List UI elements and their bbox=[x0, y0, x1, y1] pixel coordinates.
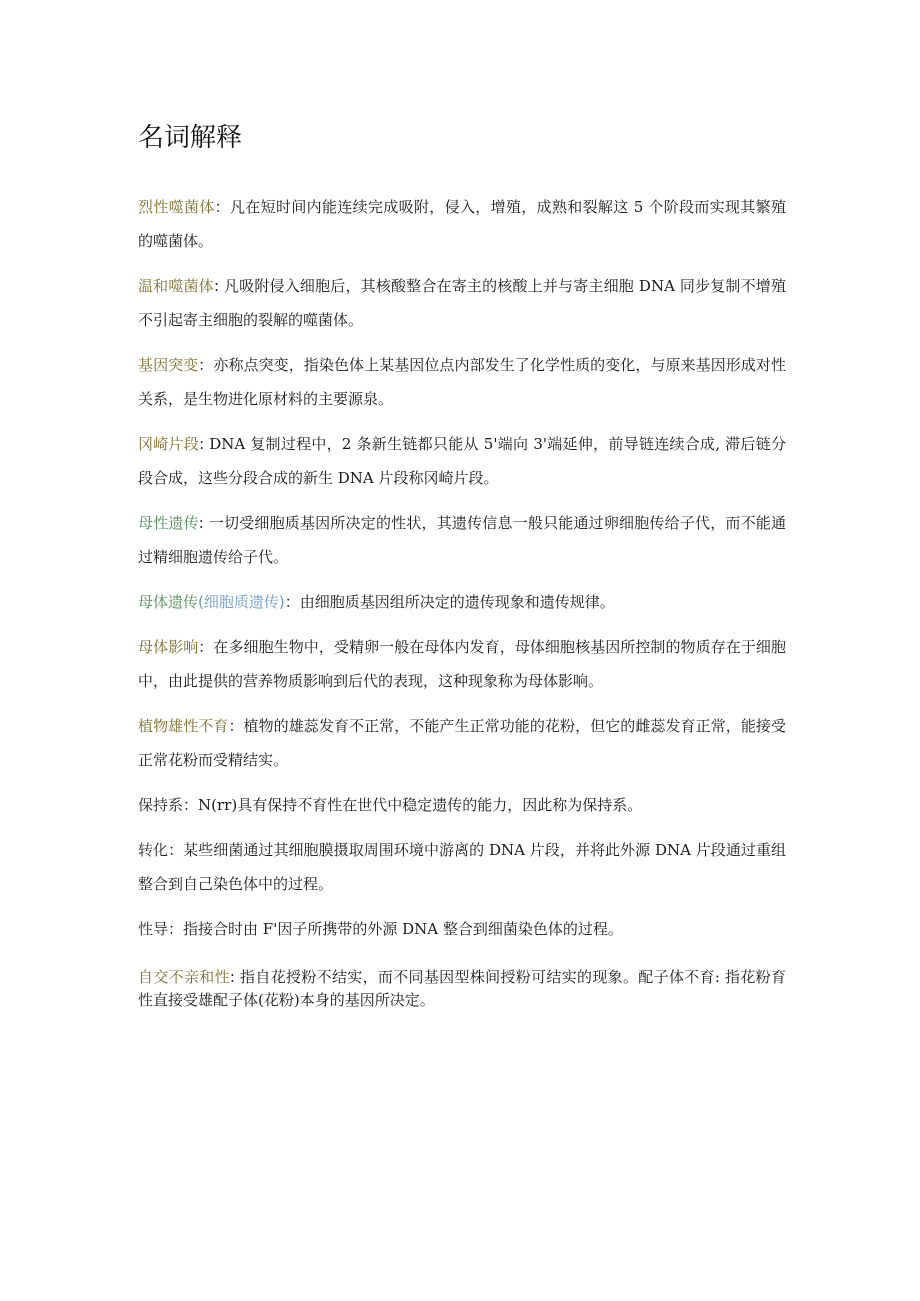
term-label: 冈崎片段 bbox=[138, 435, 200, 453]
term-separator: ： bbox=[198, 638, 214, 656]
page-title: 名词解释 bbox=[138, 123, 243, 153]
term-separator: ： bbox=[168, 841, 184, 859]
term-definition: 指自花授粉不结实，而不同基因型株间授粉可结实的现象。配子体不育: 指花粉育性直接受雄配子体(花粉)本身的基因所决定。 bbox=[138, 968, 786, 1009]
term-definition: 凡在短时间内能连续完成吸附，侵入，增殖，成熟和裂解这 5 个阶段而实现其繁殖的噬菌体。 bbox=[138, 198, 786, 250]
term-separator: ： bbox=[284, 593, 300, 611]
term-label: 植物雄性不育 bbox=[138, 717, 229, 735]
term-definition: 指接合时由 F'因子所携带的外源 DNA 整合到细菌染色体的过程。 bbox=[183, 920, 623, 938]
entry-transformation bbox=[138, 833, 786, 901]
term-separator: : bbox=[229, 968, 235, 986]
term-label: 保持系 bbox=[138, 796, 184, 814]
term-definition: 某些细菌通过其细胞膜摄取周围环境中游离的 DNA 片段，并将此外源 DNA 片段通过重组整合到自己染色体中的过程。 bbox=[138, 841, 786, 893]
term-definition: 由细胞质基因组所决定的遗传现象和遗传规律。 bbox=[299, 593, 615, 611]
term-paren-close: ) bbox=[278, 593, 285, 611]
entry-maintainer-line bbox=[138, 788, 786, 822]
term-definition: 凡吸附侵入细胞后，其核酸整合在寄主的核酸上并与寄主细胞 DNA 同步复制不增殖不引起寄主细胞的裂解的噬菌体。 bbox=[138, 277, 786, 329]
entry-sexduction bbox=[138, 912, 786, 946]
term-label: 母性遗传 bbox=[138, 514, 199, 532]
term-definition: 亦称点突变，指染色体上某基因位点内部发生了化学性质的变化，与原来基因形成对性关系，是生物进化原材料的主要源泉。 bbox=[138, 356, 786, 408]
entry-okazaki-fragment bbox=[138, 427, 786, 495]
term-definition: N(rr)具有保持不育性在世代中稳定遗传的能力，因此称为保持系。 bbox=[198, 796, 643, 814]
term-separator: ： bbox=[183, 796, 199, 814]
entry-self-incompatibility bbox=[138, 966, 786, 1012]
term-definition: DNA 复制过程中，2 条新生链都只能从 5'端向 3'端延伸，前导链连续合成, 滞后链分段合成，这些分段合成的新生 DNA 片段称冈崎片段。 bbox=[138, 435, 786, 487]
term-label: 烈性噬菌体 bbox=[138, 198, 215, 216]
entry-maternal-inheritance bbox=[138, 506, 786, 574]
term-separator: : bbox=[198, 514, 204, 532]
term-separator: ： bbox=[198, 356, 214, 374]
term-label: 转化 bbox=[138, 841, 169, 859]
term-label: 基因突变 bbox=[138, 356, 199, 374]
term-definition: 一切受细胞质基因所决定的性状，其遗传信息一般只能通过卵细胞传给子代，而不能通过精细胞遗传给子代。 bbox=[138, 514, 786, 566]
term-definition: 在多细胞生物中，受精卵一般在母体内发育，母体细胞核基因所控制的物质存在于细胞中，由此提供的营养物质影响到后代的表现，这种现象称为母体影响。 bbox=[138, 638, 786, 690]
term-separator: : bbox=[199, 435, 205, 453]
entry-gene-mutation bbox=[138, 348, 786, 416]
term-label: 母体影响 bbox=[138, 638, 199, 656]
term-definition: 植物的雄蕊发育不正常，不能产生正常功能的花粉，但它的雌蕊发育正常，能接受正常花粉而受精结实。 bbox=[138, 717, 786, 769]
term-label: 母体遗传 bbox=[138, 593, 199, 611]
term-separator: : bbox=[213, 277, 219, 295]
entry-temperate-phage bbox=[138, 269, 786, 337]
entry-lytic-phage bbox=[138, 190, 786, 258]
term-alias: 细胞质遗传 bbox=[203, 593, 279, 611]
term-separator: ： bbox=[214, 198, 230, 216]
term-label: 温和噬菌体 bbox=[138, 277, 214, 295]
term-label: 性导 bbox=[138, 920, 169, 938]
term-separator: ： bbox=[228, 717, 244, 735]
term-label: 自交不亲和性 bbox=[138, 968, 230, 986]
entry-maternal-body-inheritance bbox=[138, 585, 786, 619]
document-page bbox=[138, 118, 786, 1023]
term-paren-open: ( bbox=[198, 593, 204, 611]
entry-maternal-effect bbox=[138, 630, 786, 698]
term-separator: ： bbox=[168, 920, 184, 938]
entry-male-sterility bbox=[138, 709, 786, 777]
